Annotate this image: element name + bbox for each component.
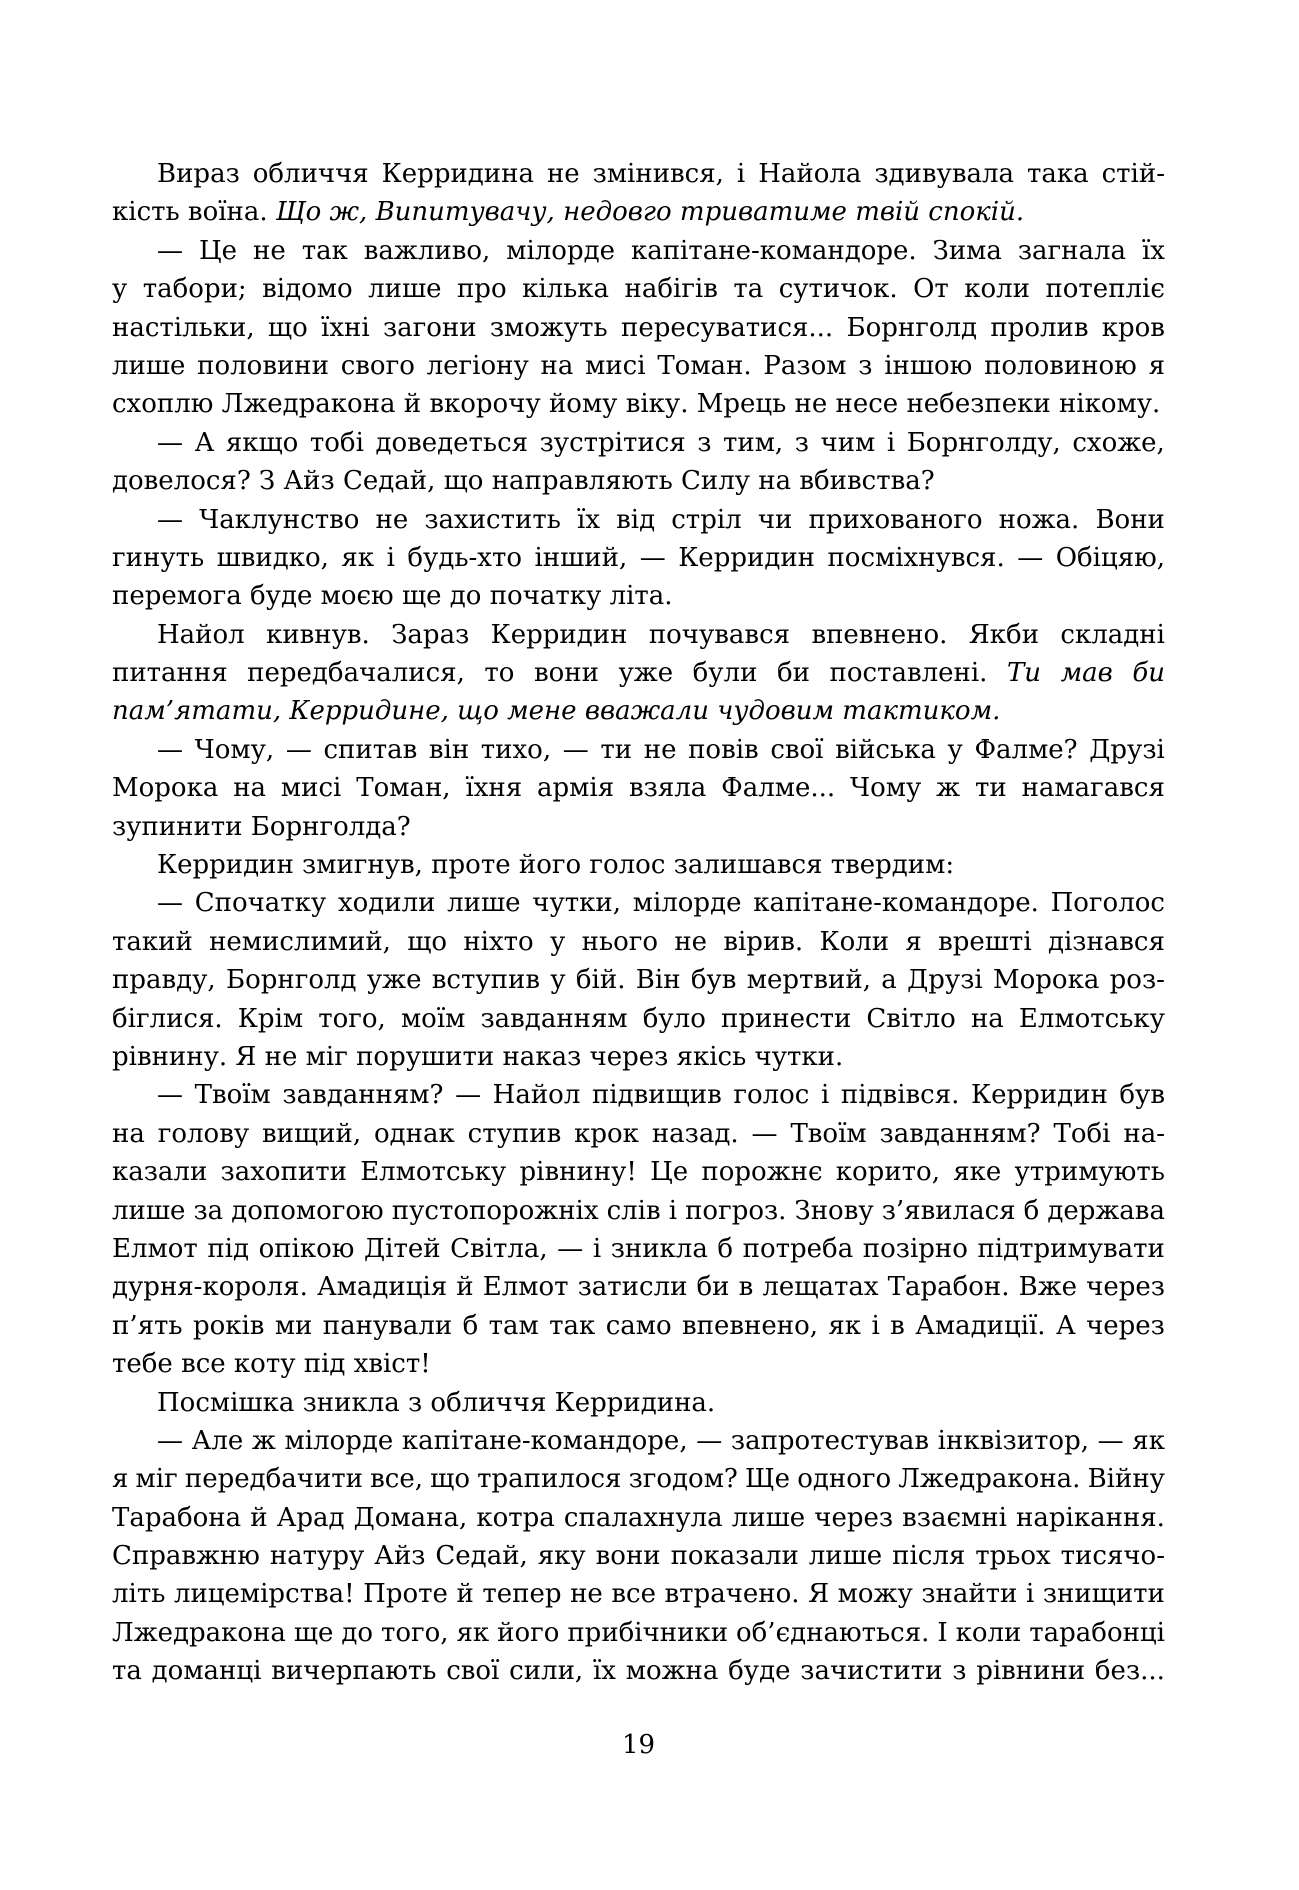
text-line: — Твоїм завданням? — Найол підвищив голос і підвівся. Керридин був: [157, 1080, 1165, 1111]
text-line: кість воїна. Що ж, Випитувачу, недовго триватиме твій спокій.: [112, 197, 1025, 228]
text-line: настільки, що їхні загони зможуть пересуватися... Борнголд пролив кров: [112, 312, 1165, 343]
text-line: дурня-короля. Амадиція й Елмот затисли би в лещатах Тарабон. Вже через: [112, 1272, 1165, 1303]
text-line: Керридин змигнув, проте його голос залишався твердим:: [157, 850, 955, 881]
text-line: Найол кивнув. Зараз Керридин почувався впевнено. Якби складні: [157, 619, 1165, 650]
text-line: схоплю Лжедракона й вкорочу йому віку. Мрець не несе небезпеки нікому.: [112, 389, 1161, 420]
text-line: лише за допомогою пустопорожніх слів і погроз. Знову з’явилася б держава: [112, 1195, 1165, 1226]
text-line: — А якщо тобі доведеться зустрітися з тим, з чим і Борнголду, схоже,: [157, 427, 1165, 458]
text-line: Тарабона й Арад Домана, котра спалахнула лише через взаємні нарікання.: [112, 1502, 1165, 1533]
text-line: тебе все коту під хвіст!: [112, 1349, 431, 1380]
text-line: — Чому, — спитав він тихо, — ти не повів свої війська у Фалме? Друзі: [157, 734, 1165, 765]
text-line: біглися. Крім того, моїм завданням було принести Світло на Елмотську: [112, 1003, 1165, 1034]
text-line: у табори; відомо лише про кілька набігів та сутичок. От коли потепліє: [112, 274, 1165, 305]
text-line: Справжню натуру Айз Седай, яку вони показали лише після трьох тисячо-: [112, 1541, 1165, 1572]
text-line: та доманці вичерпають свої сили, їх можна буде зачистити з рівнини без...: [112, 1656, 1165, 1687]
text-line: — Спочатку ходили лише чутки, мілорде капітане-командоре. Поголос: [157, 888, 1165, 919]
text-line: лише половини свого легіону на мисі Томан. Разом з іншою половиною я: [112, 350, 1165, 381]
text-line: — Чаклунство не захистить їх від стріл чи прихованого ножа. Вони: [157, 504, 1165, 535]
text-line: пам’ятати, Керридине, що мене вважали чудовим тактиком.: [112, 696, 1001, 727]
text-line: — Але ж мілорде капітане-командоре, — запротестував інквізитор, — як: [157, 1425, 1165, 1456]
text-line: Лжедракона ще до того, як його прибічники об’єднаються. І коли тарабонці: [112, 1617, 1165, 1648]
text-line: довелося? З Айз Седай, що направляють Силу на вбивства?: [112, 466, 935, 497]
page-number: 19: [621, 1730, 656, 1760]
text-line: такий немислимий, що ніхто у нього не вірив. Коли я врешті дізнався: [112, 926, 1165, 957]
text-line: казали захопити Елмотську рівнину! Це порожнє корито, яке утримують: [112, 1157, 1165, 1188]
text-line: правду, Борнголд уже вступив у бій. Він був мертвий, а Друзі Морока роз-: [112, 965, 1165, 996]
text-line: на голову вищий, однак ступив крок назад. — Твоїм завданням? Тобі на-: [112, 1118, 1165, 1149]
text-line: зупинити Борнголда?: [112, 811, 411, 842]
text-line: питання передбачалися, то вони уже були би поставлені. Ти мав би: [112, 658, 1165, 689]
text-line: Посмішка зникла з обличчя Керридина.: [157, 1387, 716, 1418]
text-line: я міг передбачити все, що трапилося згодом? Ще одного Лжедракона. Війну: [112, 1464, 1165, 1495]
text-line: гинуть швидко, як і будь-хто інший, — Керридин посміхнувся. — Обіцяю,: [112, 542, 1165, 573]
text-block: [112, 155, 1165, 1691]
text-line: Елмот під опікою Дітей Світла, — і зникла б потреба позірно підтримувати: [112, 1233, 1165, 1264]
text-line: літь лицемірства! Проте й тепер не все втрачено. Я можу знайти і знищити: [112, 1579, 1165, 1610]
text-line: перемога буде моєю ще до початку літа.: [112, 581, 673, 612]
text-line: Вираз обличчя Керридина не змінився, і Найола здивувала така стій-: [157, 159, 1165, 189]
text-line: Морока на мисі Томан, їхня армія взяла Фалме... Чому ж ти намагався: [112, 773, 1165, 804]
text-line: — Це не так важливо, мілорде капітане-командоре. Зима загнала їх: [157, 235, 1165, 266]
text-line: п’ять років ми панували б там так само впевнено, як і в Амадиції. А через: [112, 1310, 1165, 1341]
text-line: рівнину. Я не міг порушити наказ через якісь чутки.: [112, 1041, 844, 1072]
